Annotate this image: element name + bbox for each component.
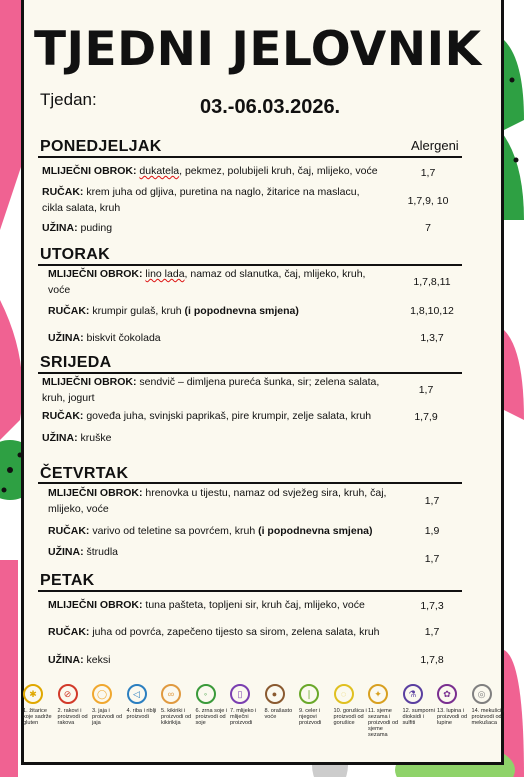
- allergen-legend-label: 3. jaja i proizvodi od jaja: [92, 708, 123, 726]
- day-title-friday: PETAK: [40, 572, 95, 589]
- allergens-value: 1,9: [424, 525, 440, 537]
- mustard-icon: ◌: [334, 684, 354, 704]
- meal-snack-wednesday: UŽINA: kruške: [42, 432, 112, 444]
- page-title: TJEDNI JELOVNIK: [34, 22, 482, 77]
- meal-breakfast-tuesday: MLIJEČNI OBROK: lino lada, namaz od slanutka, čaj, mlijeko, kruh, voće: [48, 268, 366, 296]
- day-title-wednesday: SRIJEDA: [40, 354, 112, 371]
- allergens-value: 1,7: [424, 495, 440, 507]
- divider: [38, 482, 462, 484]
- day-title-monday: PONEDJELJAK: [40, 138, 162, 155]
- fish-icon: ◁: [127, 684, 147, 704]
- allergens-value: 1,3,7: [420, 332, 444, 344]
- soy-icon: ◦: [196, 684, 216, 704]
- meal-breakfast-wednesday: MLIJEČNI OBROK: sendvič – dimljena pureća šunka, sir; zelena salata, kruh, jogurt: [42, 376, 380, 404]
- divider: [38, 156, 462, 158]
- allergen-legend-label: 10. gorušica i proizvodi od gorušice: [333, 708, 367, 726]
- meal-snack-monday: UŽINA: puding: [42, 222, 113, 234]
- meal-lunch-tuesday: RUČAK: krumpir gulaš, kruh (i popodnevna smjena): [48, 305, 299, 317]
- allergens-value: 1,7: [418, 384, 434, 396]
- celery-icon: ❘: [299, 684, 319, 704]
- allergen-legend-label: 11. sjeme sezama i proizvodi od sjeme sezama: [368, 708, 399, 738]
- day-title-thursday: ČETVRTAK: [40, 465, 129, 482]
- meal-breakfast-monday: MLIJEČNI OBROK: dukatela, pekmez, polubijeli kruh, čaj, mlijeko, voće: [42, 165, 378, 177]
- allergen-legend-label: 1. žitarice koje sadrže gluten: [23, 708, 52, 726]
- allergens-value: 1,7,3: [420, 600, 444, 612]
- allergens-value: 1,7,8,11: [413, 276, 451, 288]
- allergens-value: 1,7: [424, 553, 440, 565]
- allergen-legend-label: 7. mlijeko i mliječni proizvodi: [230, 708, 257, 726]
- nut-icon: ●: [265, 684, 285, 704]
- meal-lunch-wednesday: RUČAK: goveđa juha, svinjski paprikaš, pire krumpir, zelje salata, kruh: [42, 410, 372, 422]
- peanut-icon: ∞: [161, 684, 181, 704]
- divider: [38, 590, 462, 592]
- allergen-legend-label: 9. celer i njegovi proizvodi: [299, 708, 322, 726]
- allergens-value: 1,7: [424, 626, 440, 638]
- allergens-value: 1,7,9, 10: [407, 195, 449, 207]
- sesame-icon: ✦: [368, 684, 388, 704]
- meal-lunch-friday: RUČAK: juha od povrća, zapečeno tijesto sa sirom, zelena salata, kruh: [48, 626, 380, 638]
- week-label: Tjedan:: [40, 90, 97, 109]
- allergen-legend-label: 14. mekušci i proizvodi od mekušaca: [471, 708, 505, 726]
- allergens-header: Alergeni: [411, 138, 459, 153]
- mollusc-icon: ◎: [472, 684, 492, 704]
- meal-snack-tuesday: UŽINA: biskvit čokolada: [48, 332, 161, 344]
- allergens-value: 1,7,9: [414, 411, 438, 423]
- meal-breakfast-friday: MLIJEČNI OBROK: tuna pašteta, topljeni sir, kruh čaj, mlijeko, voće: [48, 599, 365, 611]
- allergen-legend-label: 4. riba i riblji proizvodi: [126, 708, 157, 720]
- wheat-icon: ✱: [23, 684, 43, 704]
- allergen-legend-label: 13. lupina i proizvodi od lupine: [437, 708, 468, 726]
- allergen-legend-label: 5. kikiriki i proizvodi od kikirikija: [161, 708, 192, 726]
- crab-icon: ⊘: [58, 684, 78, 704]
- day-title-tuesday: UTORAK: [40, 246, 110, 263]
- allergen-legend-label: 2. rakovi i proizvodi od rakova: [57, 708, 88, 726]
- week-dates: 03.-06.03.2026.: [200, 96, 341, 118]
- allergens-value: 1,7: [420, 167, 436, 179]
- meal-snack-thursday: UŽINA: štrudla: [48, 546, 119, 558]
- allergen-legend-label: 8. orašasto voće: [264, 708, 293, 720]
- allergens-value: 1,7,8: [420, 654, 444, 666]
- egg-icon: ◯: [92, 684, 112, 704]
- allergens-value: 1,8,10,12: [410, 305, 454, 317]
- lupin-icon: ✿: [437, 684, 457, 704]
- meal-snack-friday: UŽINA: keksi: [48, 654, 111, 666]
- meal-lunch-monday: RUČAK: krem juha od gljiva, puretina na naglo, žitarice na maslacu, cikla salata, kruh: [42, 186, 360, 214]
- meal-lunch-thursday: RUČAK: varivo od teletine sa povrćem, kruh (i popodnevna smjena): [48, 525, 373, 537]
- sulfite-icon: ⚗: [403, 684, 423, 704]
- milk-icon: ▯: [230, 684, 250, 704]
- allergen-legend-label: 6. zrna soje i proizvodi od soje: [195, 708, 228, 726]
- allergens-value: 7: [425, 222, 431, 234]
- meal-breakfast-thursday: MLIJEČNI OBROK: hrenovka u tijestu, namaz od svježeg sira, kruh, čaj, mlijeko, voće: [48, 487, 387, 515]
- allergen-legend-label: 12. sumporni dioksidi i sulfiti: [402, 708, 435, 726]
